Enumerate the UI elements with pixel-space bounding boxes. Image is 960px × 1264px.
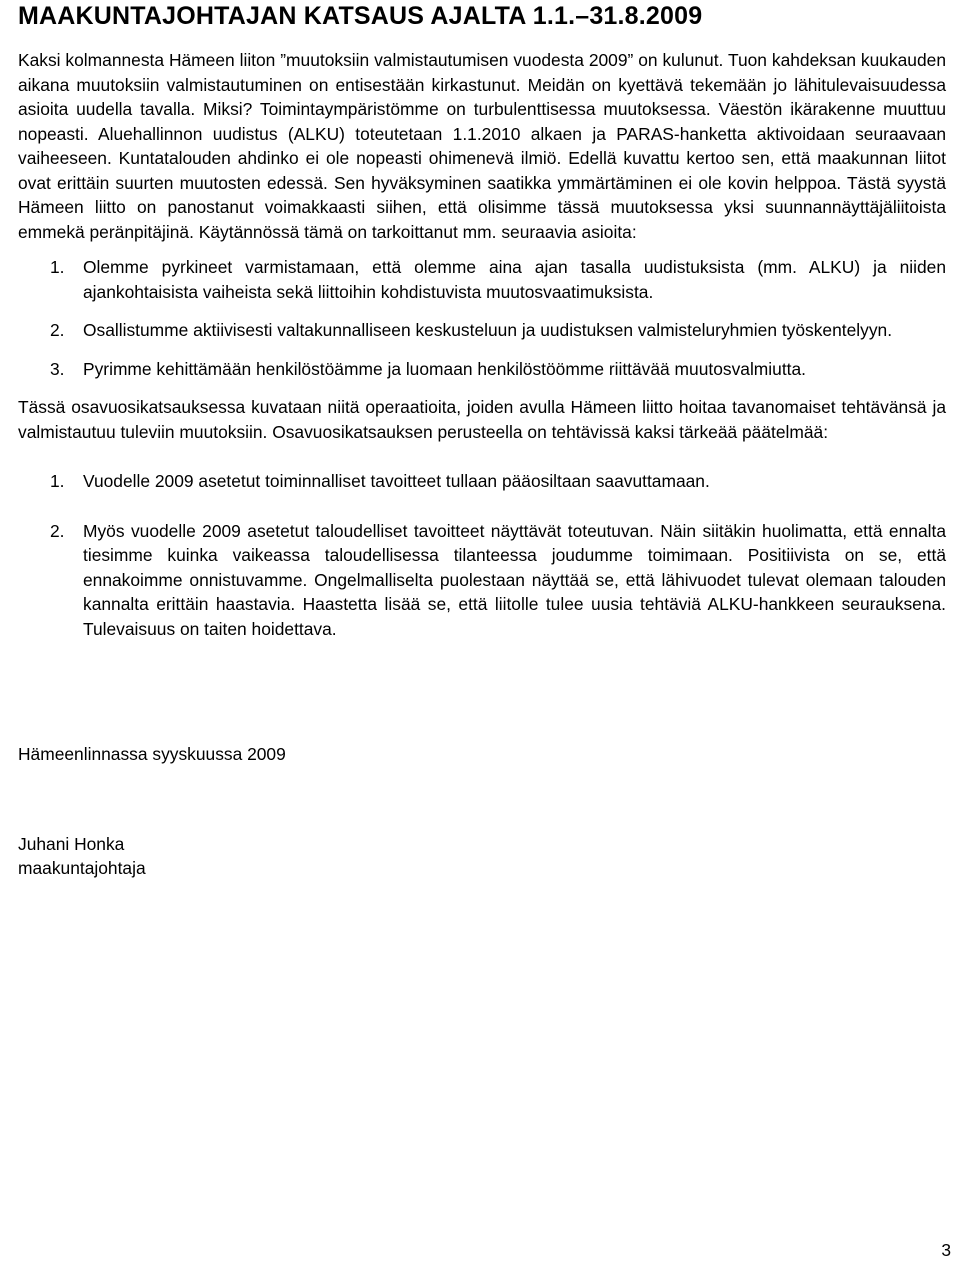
signer-name: Juhani Honka <box>18 833 125 854</box>
signer-title: maakuntajohtaja <box>18 858 146 878</box>
list-item-number: 1. <box>50 471 65 491</box>
list-item-number: 2. <box>50 520 65 541</box>
list-item <box>18 519 946 642</box>
summary-paragraph: Tässä osavuosikatsauksessa kuvataan niitä operaatioita, joiden avulla Hämeen liitto hoitaa tavanomaiset tehtävänsä ja valmistautuu tuleviin muutoksiin. Osavuosikatsauksen perusteella on tehtävissä kaksi tärkeää päätelmää: <box>18 397 946 442</box>
list-item-text: Pyrimme kehittämään henkilöstöämme ja luomaan henkilöstöömme riittävää muutosvalmiutta. <box>83 358 806 379</box>
list-item-text: Vuodelle 2009 asetetut toiminnalliset tavoitteet tullaan pääosiltaan saavuttamaan. <box>83 471 710 491</box>
list-item <box>18 255 946 304</box>
list-item-text: Olemme pyrkineet varmistamaan, että olemme aina ajan tasalla uudistuksista (mm. ALKU) ja niiden ajankohtaisista vaiheista sekä liittoihin kohdistuvista muutosvaatimuksista. <box>83 257 946 302</box>
list-item-number: 1. <box>50 257 65 277</box>
list-item-text: Osallistumme aktiivisesti valtakunnalliseen keskusteluun ja uudistuksen valmisteluryhmien työskentelyyn. <box>83 320 893 340</box>
list-item-number: 2. <box>50 320 65 340</box>
place-date: Hämeenlinnassa syyskuussa 2009 <box>18 744 286 764</box>
list-item <box>18 318 946 343</box>
conclusions-list <box>18 469 946 641</box>
list-item <box>18 357 946 382</box>
list-item <box>18 469 946 494</box>
actions-list <box>18 255 946 381</box>
document-page <box>18 0 946 881</box>
signature-block <box>18 832 946 881</box>
page-number: 3 <box>941 1240 951 1260</box>
list-item-number: 3. <box>50 358 65 379</box>
list-item-text: Myös vuodelle 2009 asetetut taloudelliset tavoitteet näyttävät toteutuvan. Näin siitäkin huolimatta, että ennalta tiesimme kuinka vaikeassa taloudellisessa tilanteessa joudumme toimimaan. Positiivista on se, että ennakoimme onnistuvamme. Ongelmalliselta puolestaan näyttää se, että lähivuodet tulevat olemaan talouden kannalta erittäin haastavia. Haastetta lisää se, että liitolle tulee uusia tehtäviä ALKU-hankkeen seurauksena. Tulevaisuus on taiten hoidettava. <box>83 520 946 639</box>
intro-paragraph: Kaksi kolmannesta Hämeen liiton ”muutoksiin valmistautumisen vuodesta 2009” on kulunut. Tuon kahdeksan kuukauden aikana muutoksiin valmistautuminen on entisestään kirkastunut. Meidän on kyettävä tekemään jo lähitulevaisuudessa asioita uudella tavalla. Miksi? Toimintaympäristömme on turbulenttisessa muutoksessa. Väestön ikärakenne muuttuu nopeasti. Aluehallinnon uudistus (ALKU) toteutetaan 1.1.2010 alkaen ja PARAS-hanketta aktivoidaan seuraavaan vaiheeseen. Kuntatalouden ahdinko ei ole nopeasti ohimenevä ilmiö. Edellä kuvattu kertoo sen, että maakunnan liitot ovat erittäin suurten muutosten edessä. Sen hyväksyminen saatikka ymmärtäminen ei ole kovin helppoa. Tästä syystä Hämeen liitto on panostanut voimakkaasti siihen, että olisimme tässä muutoksessa yksi suunnannäyttäjäliitoista emmekä peränpitäjinä. Käytännössä tämä on tarkoittanut mm. seuraavia asioita: <box>18 50 946 242</box>
document-title: MAAKUNTAJOHTAJAN KATSAUS AJALTA 1.1.–31.8.2009 <box>18 2 703 30</box>
